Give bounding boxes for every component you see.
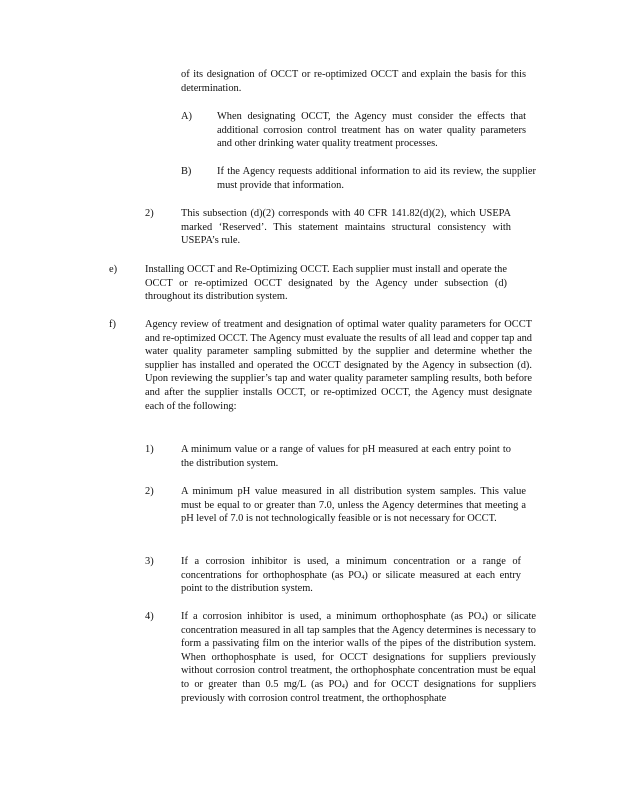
item-1-label: 1) (145, 444, 154, 455)
item-4-text (181, 610, 536, 705)
item-4-label: 4) (145, 611, 154, 622)
intro-paragraph: of its designation of OCCT or re-optimized OCCT and explain the basis for this determination. (181, 69, 526, 94)
item-4-text-part-a: If a corrosion inhibitor is used, a minimum orthophosphate (as PO (181, 611, 482, 622)
item-2-text: A minimum pH value measured in all distribution system samples. This value must be equal to or greater than 7.0, unless the Agency determines that meeting a pH level of 7.0 is not technologically feasible or is not necessary for OCCT. (181, 486, 526, 525)
item-2-top-text: This subsection (d)(2) corresponds with 40 CFR 141.82(d)(2), which USEPA marked ‘Reserved’. This statement maintains structural consistency with USEPA’s rule. (181, 208, 511, 247)
sub-a-label: A) (181, 111, 192, 122)
item-e-label: e) (109, 264, 118, 275)
item-4-subscript-2: 4 (341, 683, 345, 690)
item-f-text: Agency review of treatment and designation of optimal water quality parameters for OCCT and re-optimized OCCT. The Agency must evaluate the results of all lead and copper tap and water quality parameter sampling submitted by the supplier and determine whether the supplier has installed and operated the OCCT designated by the Agency in subsection (d). Upon reviewing the supplier’s tap and water quality parameter sampling results, both before and after the supplier installs OCCT, or re-optimized OCCT, the Agency must designate each of the following: (145, 319, 532, 412)
item-4-text-part-b: ) or silicate concentration measured in all tap samples that the Agency determines is necessary to form a passivating film on the interior walls of the pipes of the distribution system. When orthophosphate is used, for OCCT designations for suppliers previously without corrosion control treatment, the orthophosphate concentration must be equal to or greater than 0.5 mg/L (as PO (181, 611, 536, 690)
item-3-text (181, 555, 521, 596)
sub-a-text: When designating OCCT, the Agency must consider the effects that additional corrosion control treatment has on water quality parameters and other drinking water quality treatment processes. (217, 111, 526, 150)
item-2-label: 2) (145, 486, 154, 497)
item-4-subscript-1: 4 (481, 616, 485, 622)
item-1-text: A minimum value or a range of values for pH measured at each entry point to the distribution system. (181, 444, 511, 469)
item-4-text-part-c: ) and for OCCT designations for suppliers previously with corrosion control treatment, the orthophosphate (181, 678, 536, 704)
item-3-text-part-a: If a corrosion inhibitor is used, a minimum concentration or a range of concentrations for orthophosphate (as PO (181, 556, 521, 581)
item-e-text: Installing OCCT and Re-Optimizing OCCT. Each supplier must install and operate the OCCT or re-optimized OCCT designated by the Agency under subsection (d) throughout its distribution system. (145, 264, 507, 303)
item-3-subscript: 4 (361, 574, 365, 581)
sub-b-text: If the Agency requests additional information to aid its review, the supplier must provide that information. (217, 166, 536, 191)
sub-b-label: B) (181, 166, 192, 177)
item-3-label: 3) (145, 556, 154, 567)
item-2-top-label: 2) (145, 208, 154, 219)
item-3-text-part-b: ) or silicate measured at each entry point to the distribution system. (181, 569, 521, 595)
item-f-label: f) (109, 319, 116, 330)
